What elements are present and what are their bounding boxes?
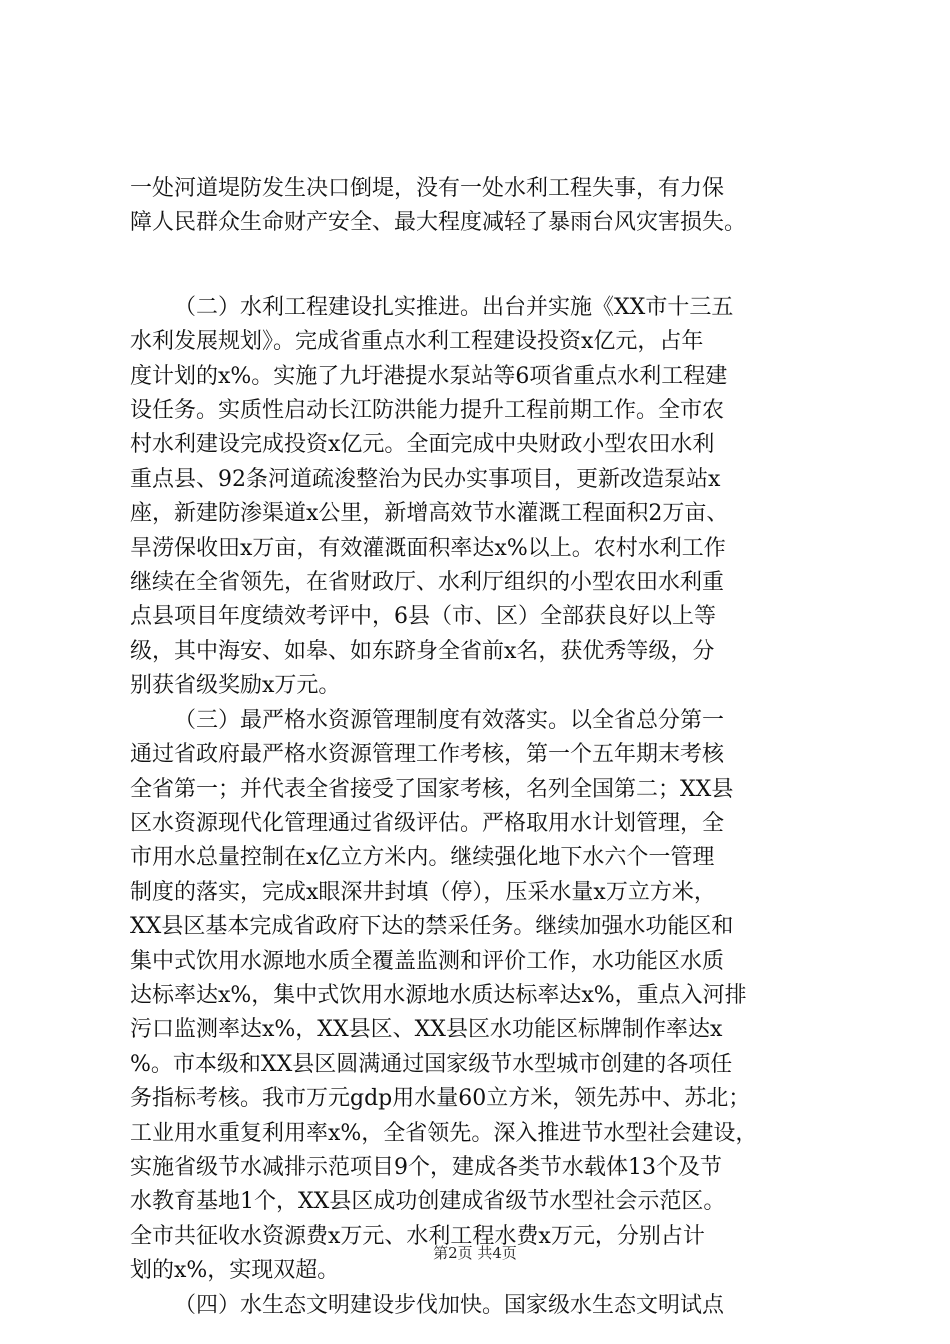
text-line: 旱涝保收田x万亩，有效灌溉面积率达x%以上。农村水利工作 xyxy=(130,535,726,561)
text-line: 通过省政府最严格水资源管理工作考核，第一个五年期末考核 xyxy=(130,742,725,768)
document-body xyxy=(130,172,830,1323)
paragraph-section-4 xyxy=(130,1289,830,1323)
text-line: 工业用水重复利用率x%，全省领先。深入推进节水型社会建设， xyxy=(130,1120,758,1146)
text-line: 一处河道堤防发生决口倒堤，没有一处水利工程失事，有力保 xyxy=(130,176,725,201)
paragraph-section-3 xyxy=(130,704,830,1289)
text-line: 制度的落实，完成x眼深井封填（停），压采水量x万立方米， xyxy=(130,879,716,905)
text-line: 座，新建防渗渠道x公里，新增高效节水灌溉工程面积2万亩、 xyxy=(130,501,729,527)
paragraph-continuation xyxy=(130,172,830,241)
text-line: %。市本级和XX县区圆满通过国家级节水型城市创建的各项任 xyxy=(130,1051,733,1077)
text-line: 水利发展规划》。完成省重点水利工程建设投资x亿元，占年 xyxy=(130,329,704,355)
text-line: 划的x%，实现双超。 xyxy=(130,1258,340,1284)
text-line: 达标率达x%，集中式饮用水源地水质达标率达x%，重点入河排 xyxy=(130,982,747,1008)
text-line: 点县项目年度绩效考评中，6县（市、区）全部获良好以上等 xyxy=(130,604,716,630)
text-line: （三）最严格水资源管理制度有效落实。以全省总分第一 xyxy=(174,707,725,733)
text-line: 务指标考核。我市万元gdp用水量60立方米，领先苏中、苏北； xyxy=(130,1086,751,1112)
paragraph-section-2 xyxy=(130,291,830,704)
text-line: XX县区基本完成省政府下达的禁采任务。继续加强水功能区和 xyxy=(130,914,734,940)
text-line: 设任务。实质性启动长江防洪能力提升工程前期工作。全市农 xyxy=(130,398,725,424)
text-line: 障人民群众生命财产安全、最大程度减轻了暴雨台风灾害损失。 xyxy=(130,210,747,236)
text-line: 全省第一；并代表全省接受了国家考核，名列全国第二；XX县 xyxy=(130,776,734,802)
text-line: 重点县、92条河道疏浚整治为民办实事项目，更新改造泵站x xyxy=(130,466,721,492)
text-line: （四）水生态文明建设步伐加快。国家级水生态文明试点 xyxy=(174,1292,725,1318)
page-number-label: 第2页 共4页 xyxy=(433,1244,517,1262)
text-line: 实施省级节水减排示范项目9个，建成各类节水载体13个及节 xyxy=(130,1154,722,1180)
text-line: 水教育基地1个，XX县区成功创建成省级节水型社会示范区。 xyxy=(130,1189,726,1215)
text-line: 市用水总量控制在x亿立方米内。继续强化地下水六个一管理 xyxy=(130,845,715,871)
text-line: 度计划的x%。实施了九圩港提水泵站等6项省重点水利工程建 xyxy=(130,363,728,389)
text-line: 全市共征收水资源费x万元、水利工程水费x万元，分别占计 xyxy=(130,1223,705,1249)
text-line: 污口监测率达x%，XX县区、XX县区水功能区标牌制作率达x xyxy=(130,1017,723,1043)
text-line: 集中式饮用水源地水质全覆盖监测和评价工作，水功能区水质 xyxy=(130,948,725,974)
text-line: 村水利建设完成投资x亿元。全面完成中央财政小型农田水利 xyxy=(130,432,715,458)
text-line: 别获省级奖励x万元。 xyxy=(130,673,341,699)
text-line: 区水资源现代化管理通过省级评估。严格取用水计划管理，全 xyxy=(130,810,725,836)
text-line: 继续在全省领先，在省财政厅、水利厅组织的小型农田水利重 xyxy=(130,570,725,596)
page-footer xyxy=(0,1243,950,1263)
text-line: （二）水利工程建设扎实推进。出台并实施《XX市十三五 xyxy=(174,294,734,320)
paragraph-gap xyxy=(130,241,830,291)
text-line: 级，其中海安、如皋、如东跻身全省前x名，获优秀等级，分 xyxy=(130,638,715,664)
